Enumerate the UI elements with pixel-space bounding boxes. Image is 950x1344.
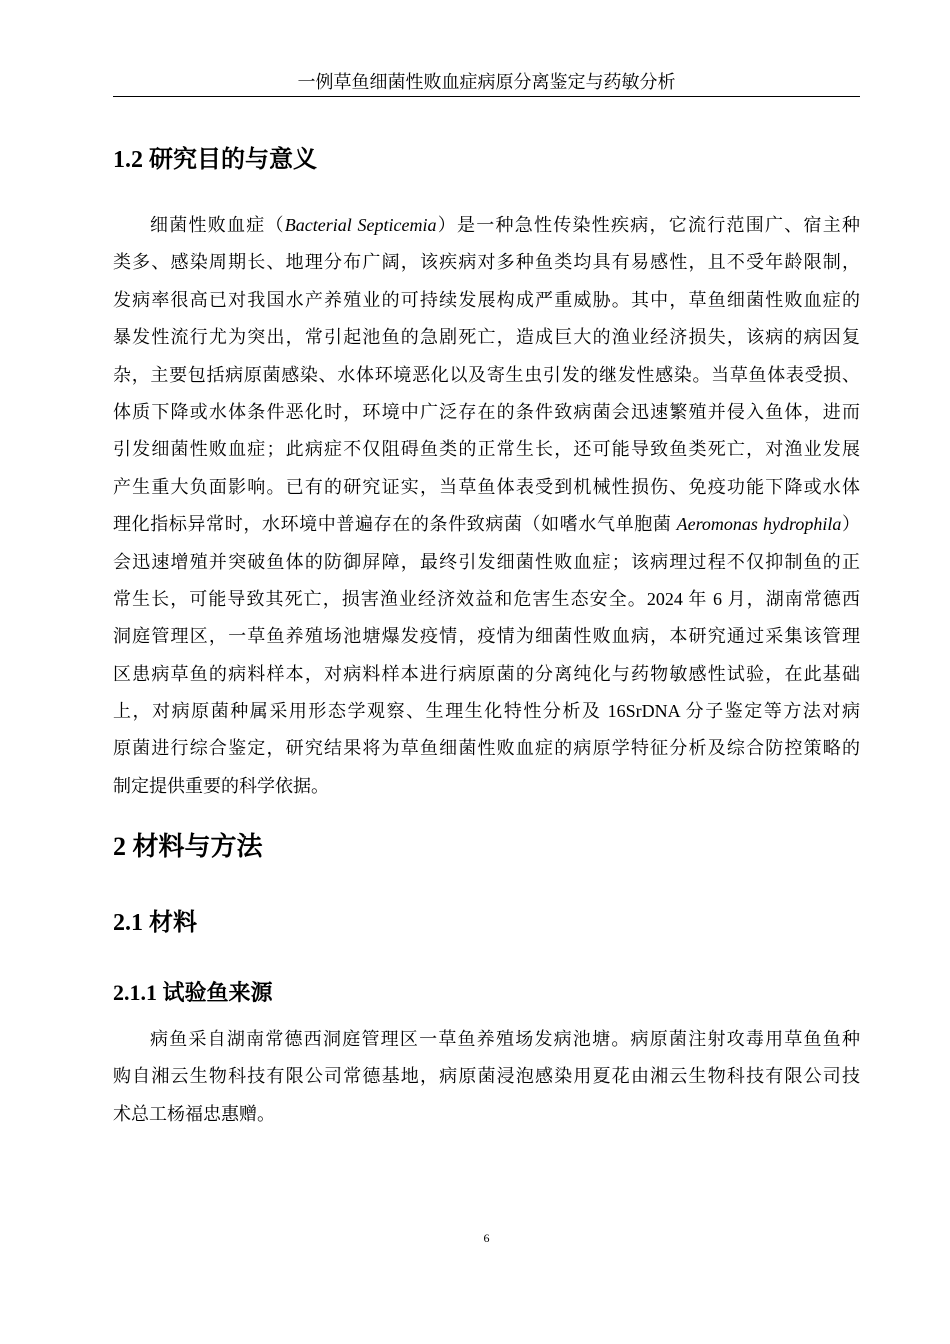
paragraph-fish-source xyxy=(113,1021,860,1133)
paragraph-line: 制定提供重要的科学依据。 xyxy=(113,775,329,796)
paragraph-line: 区患病草鱼的病料样本，对病料样本进行病原菌的分离纯化与药物敏感性试验，在此基础 xyxy=(113,663,860,684)
line-text: 理化指标异常时，水环境中普遍存在的条件致病菌（如嗜水气单胞菌 xyxy=(113,514,677,535)
paragraph-line: 病鱼采自湖南常德西洞庭管理区一草鱼养殖场发病池塘。病原菌注射攻毒用草鱼鱼种 xyxy=(150,1029,860,1049)
line-text: ） xyxy=(841,514,861,535)
header-rule xyxy=(113,96,860,97)
paragraph-line: 产生重大负面影响。已有的研究证实，当草鱼体表受到机械性损伤、免疫功能下降或水体 xyxy=(113,476,860,497)
section-heading-2-1: 2.1 材料 xyxy=(113,910,197,936)
running-header: 一例草鱼细菌性败血症病原分离鉴定与药敏分析 xyxy=(297,72,676,92)
paragraph-line: 体质下降或水体条件恶化时，环境中广泛存在的条件致病菌会迅速繁殖并侵入鱼体，进而 xyxy=(113,401,860,422)
latin-term: Bacterial Septicemia xyxy=(284,215,437,235)
paragraph-line: 洞庭管理区，一草鱼养殖场池塘爆发疫情，疫情为细菌性败血病，本研究通过采集该管理 xyxy=(113,626,860,647)
paragraph-line: 类多、感染周期长、地理分布广阔，该疾病对多种鱼类均具有易感性，且不受年龄限制， xyxy=(113,252,860,273)
latin-term: Aeromonas hydrophila xyxy=(676,514,842,535)
paragraph-line: 暴发性流行尤为突出，常引起池鱼的急剧死亡，造成巨大的渔业经济损失，该病的病因复 xyxy=(113,327,860,348)
section-heading-2: 2 材料与方法 xyxy=(113,832,263,861)
paragraph-line: 会迅速增殖并突破鱼体的防御屏障，最终引发细菌性败血症；该病理过程不仅抑制鱼的正 xyxy=(113,551,860,572)
page-number: 6 xyxy=(483,1231,490,1245)
paragraph-line: 术总工杨福忠惠赠。 xyxy=(113,1103,275,1124)
line-text: ）是一种急性传染性疾病，它流行范围广、宿主种 xyxy=(436,215,861,235)
paragraph-line: 杂，主要包括病原菌感染、水体环境恶化以及寄生虫引发的继发性感染。当草鱼体表受损、 xyxy=(113,364,860,385)
paragraph-line: 原菌进行综合鉴定，研究结果将为草鱼细菌性败血症的病原学特征分析及综合防控策略的 xyxy=(113,738,860,759)
line-text: 细菌性败血症（ xyxy=(150,215,285,235)
paragraph-line: 发病率很高已对我国水产养殖业的可持续发展构成严重威胁。其中，草鱼细菌性败血症的 xyxy=(113,289,860,310)
paragraph-line xyxy=(113,506,860,543)
paragraph-line: 引发细菌性败血症；此病症不仅阻碍鱼类的正常生长，还可能导致鱼类死亡，对渔业发展 xyxy=(113,439,860,460)
paragraph-line: 常生长，可能导致其死亡，损害渔业经济效益和危害生态安全。2024 年 6 月，湖南常德西 xyxy=(113,588,860,609)
section-heading-1-2: 1.2 研究目的与意义 xyxy=(113,147,317,173)
paragraph-line xyxy=(113,207,860,244)
section-heading-2-1-1: 2.1.1 试验鱼来源 xyxy=(113,980,273,1005)
paragraph-research-purpose xyxy=(113,207,860,805)
paragraph-line: 购自湘云生物科技有限公司常德基地，病原菌浸泡感染用夏花由湘云生物科技有限公司技 xyxy=(113,1066,860,1087)
paragraph-line: 上，对病原菌种属采用形态学观察、生理生化特性分析及 16SrDNA 分子鉴定等方法对病 xyxy=(113,701,860,722)
